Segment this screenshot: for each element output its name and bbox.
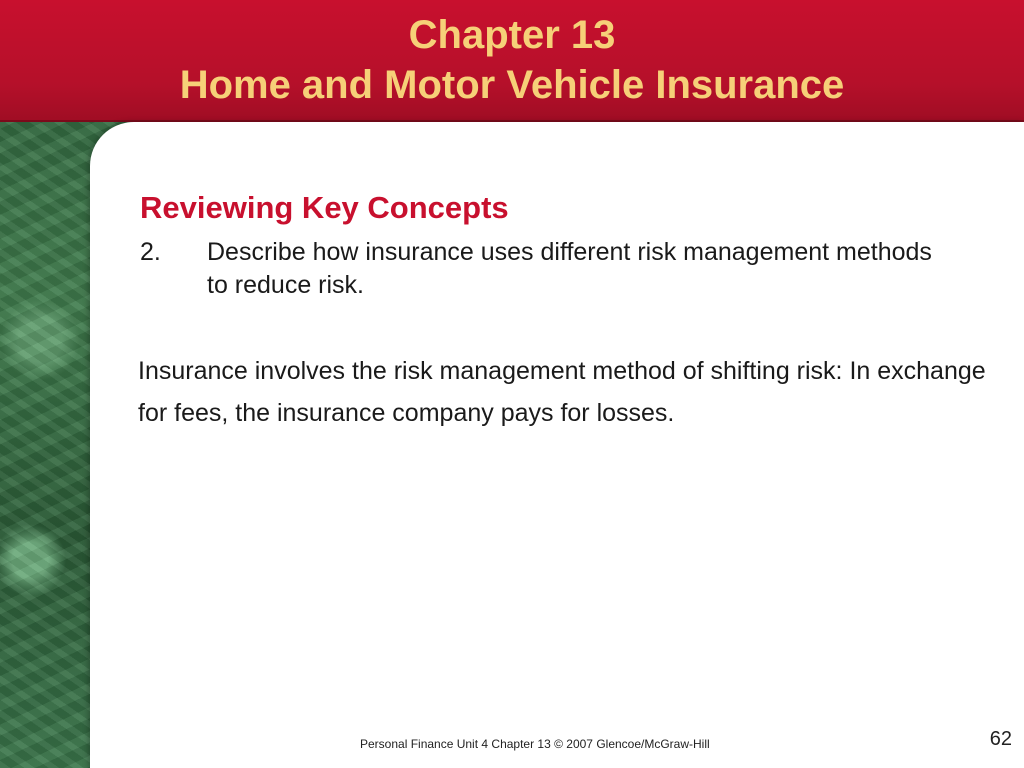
footer-text: Personal Finance Unit 4 Chapter 13 © 2007 Glencoe/McGraw-Hill — [360, 737, 710, 751]
header-banner — [0, 0, 1024, 122]
slide-title — [0, 10, 1024, 110]
answer-text: Insurance involves the risk management method of shifting risk: In exchange for fees, the insurance company pays for losses. — [138, 357, 986, 427]
question-number: 2. — [140, 238, 161, 266]
title-line-1: Chapter 13 — [408, 13, 616, 57]
section-heading: Reviewing Key Concepts — [140, 190, 509, 225]
title-line-2: Home and Motor Vehicle Insurance — [179, 63, 845, 107]
numbered-question — [140, 236, 940, 302]
page-number: 62 — [989, 728, 1012, 750]
content-panel — [90, 122, 1024, 768]
question-text: Describe how insurance uses different risk management methods to reduce risk. — [207, 238, 932, 299]
